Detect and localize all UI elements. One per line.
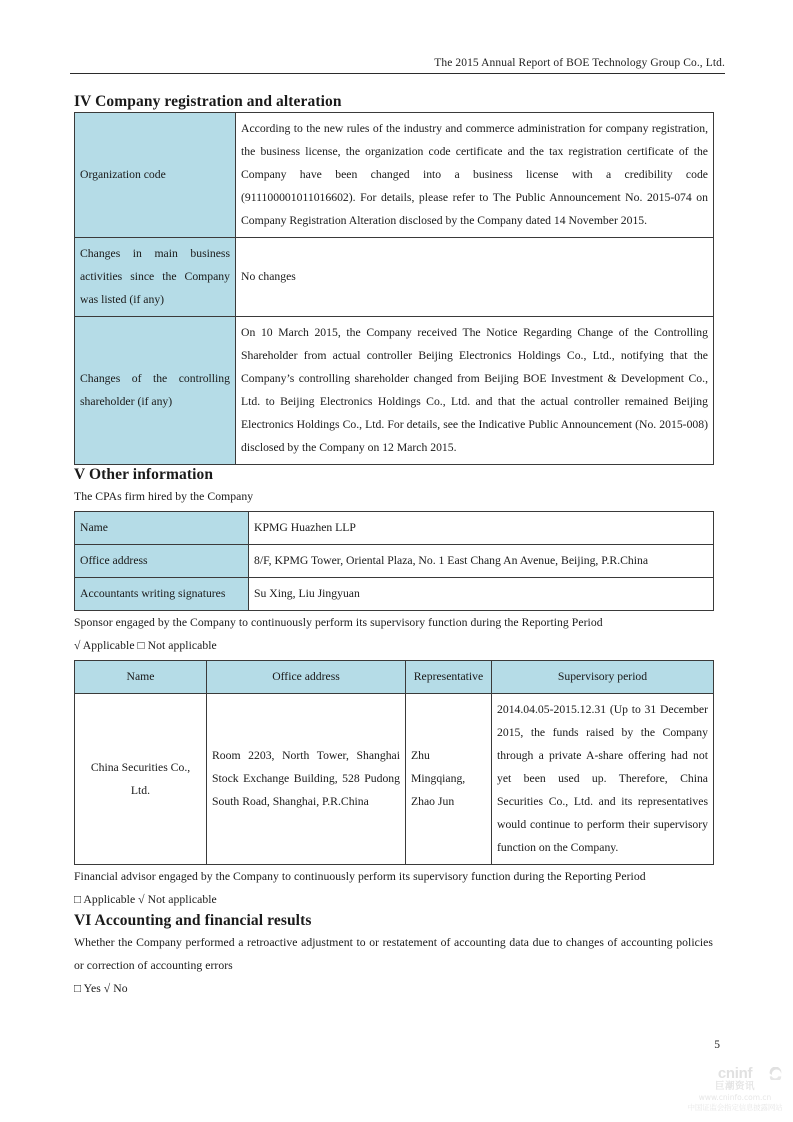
table-row xyxy=(75,578,714,611)
accounting-question: Whether the Company performed a retroactive adjustment to or restatement of accounting data due to changes of accounting policies or correction of accounting errors xyxy=(74,936,713,972)
watermark-brand xyxy=(685,1066,785,1081)
cpa-row-label: Name xyxy=(75,512,249,545)
watermark-brand-text: cninf xyxy=(717,1065,753,1082)
cpa-firm-table xyxy=(74,511,714,611)
cpa-row-value: KPMG Huazhen LLP xyxy=(249,512,714,545)
table-row xyxy=(75,545,714,578)
section-heading-registration: IV Company registration and alteration xyxy=(74,93,342,110)
registration-row-label: Changes in main business activities since the Company was listed (if any) xyxy=(75,238,236,317)
watermark-url: www.cninfo.com.cn xyxy=(698,1093,772,1102)
table-row xyxy=(75,317,714,465)
cpa-row-label: Accountants writing signatures xyxy=(75,578,249,611)
registration-row-value: No changes xyxy=(236,238,714,317)
sponsor-col-header-representative: Representative xyxy=(406,661,492,694)
table-row xyxy=(75,694,714,865)
header-divider-rule xyxy=(70,73,725,74)
table-row xyxy=(75,512,714,545)
cninfo-swoosh-icon xyxy=(768,1067,783,1080)
registration-row-label: Organization code xyxy=(75,113,236,238)
sponsor-col-header-name: Name xyxy=(75,661,207,694)
cpa-row-label: Office address xyxy=(75,545,249,578)
sponsor-applicability-checkbox-line[interactable]: √ Applicable □ Not applicable xyxy=(74,639,217,652)
financial-advisor-applicability-checkbox-line[interactable]: □ Applicable √ Not applicable xyxy=(74,893,217,906)
table-header-row xyxy=(75,661,714,694)
page-number: 5 xyxy=(714,1039,720,1051)
cpa-row-value: Su Xing, Liu Jingyuan xyxy=(249,578,714,611)
registration-table xyxy=(74,112,714,465)
sponsor-table xyxy=(74,660,714,865)
document-content xyxy=(74,92,713,1000)
cpa-firm-intro: The CPAs firm hired by the Company xyxy=(74,490,254,503)
watermark-brand-cn: 巨潮资讯 xyxy=(714,1081,755,1092)
sponsor-col-header-office-address: Office address xyxy=(207,661,406,694)
sponsor-cell-name: China Securities Co., Ltd. xyxy=(75,694,207,865)
running-header-title: The 2015 Annual Report of BOE Technology Group Co., Ltd. xyxy=(434,57,725,69)
accounting-answer-checkbox-line[interactable]: □ Yes √ No xyxy=(74,982,128,995)
section-heading-accounting: VI Accounting and financial results xyxy=(74,912,312,929)
sponsor-col-header-supervisory-period: Supervisory period xyxy=(492,661,714,694)
registration-row-value: On 10 March 2015, the Company received The Notice Regarding Change of the Controlling Shareholder from actual controller Beijing Electronics Holdings Co., Ltd., notifying that the Company’s controlling shareholder changed from Beijing BOE Investment & Development Co., Ltd. to Beijing Electronics Holdings Co., Ltd. and that the actual controller remained Beijing Electronics Holdings Co., Ltd. For details, see the Indicative Public Announcement (No. 2015-008) disclosed by the Company on 12 March 2015. xyxy=(236,317,714,465)
registration-row-label: Changes of the controlling shareholder (if any) xyxy=(75,317,236,465)
financial-advisor-intro: Financial advisor engaged by the Company to continuously perform its supervisory function during the Reporting Period xyxy=(74,870,646,883)
running-header xyxy=(70,56,725,70)
cpa-row-value: 8/F, KPMG Tower, Oriental Plaza, No. 1 East Chang An Avenue, Beijing, P.R.China xyxy=(249,545,714,578)
table-row xyxy=(75,238,714,317)
sponsor-cell-office-address: Room 2203, North Tower, Shanghai Stock Exchange Building, 528 Pudong South Road, Shanghai, P.R.China xyxy=(207,694,406,865)
sponsor-cell-supervisory-period: 2014.04.05-2015.12.31 (Up to 31 December 2015, the funds raised by the Company through a private A-share offering had not yet been used up. Therefore, China Securities Co., Ltd. and its representatives would continue to perform their supervisory function on the Company. xyxy=(492,694,714,865)
cninfo-watermark xyxy=(685,1066,785,1113)
section-heading-other-information: V Other information xyxy=(74,466,214,483)
watermark-tagline: 中国证监会指定信息披露网站 xyxy=(687,1103,783,1112)
sponsor-intro: Sponsor engaged by the Company to continuously perform its supervisory function during the Reporting Period xyxy=(74,616,603,629)
sponsor-cell-representative: Zhu Mingqiang, Zhao Jun xyxy=(406,694,492,865)
registration-row-value: According to the new rules of the industry and commerce administration for company registration, the business license, the organization code certificate and the tax registration certificate of the Company have been changed into a business license with a credibility code (911100001011016602). For details, please refer to The Public Announcement No. 2015-074 on Company Registration Alteration disclosed by the Company dated 14 November 2015. xyxy=(236,113,714,238)
table-row xyxy=(75,113,714,238)
